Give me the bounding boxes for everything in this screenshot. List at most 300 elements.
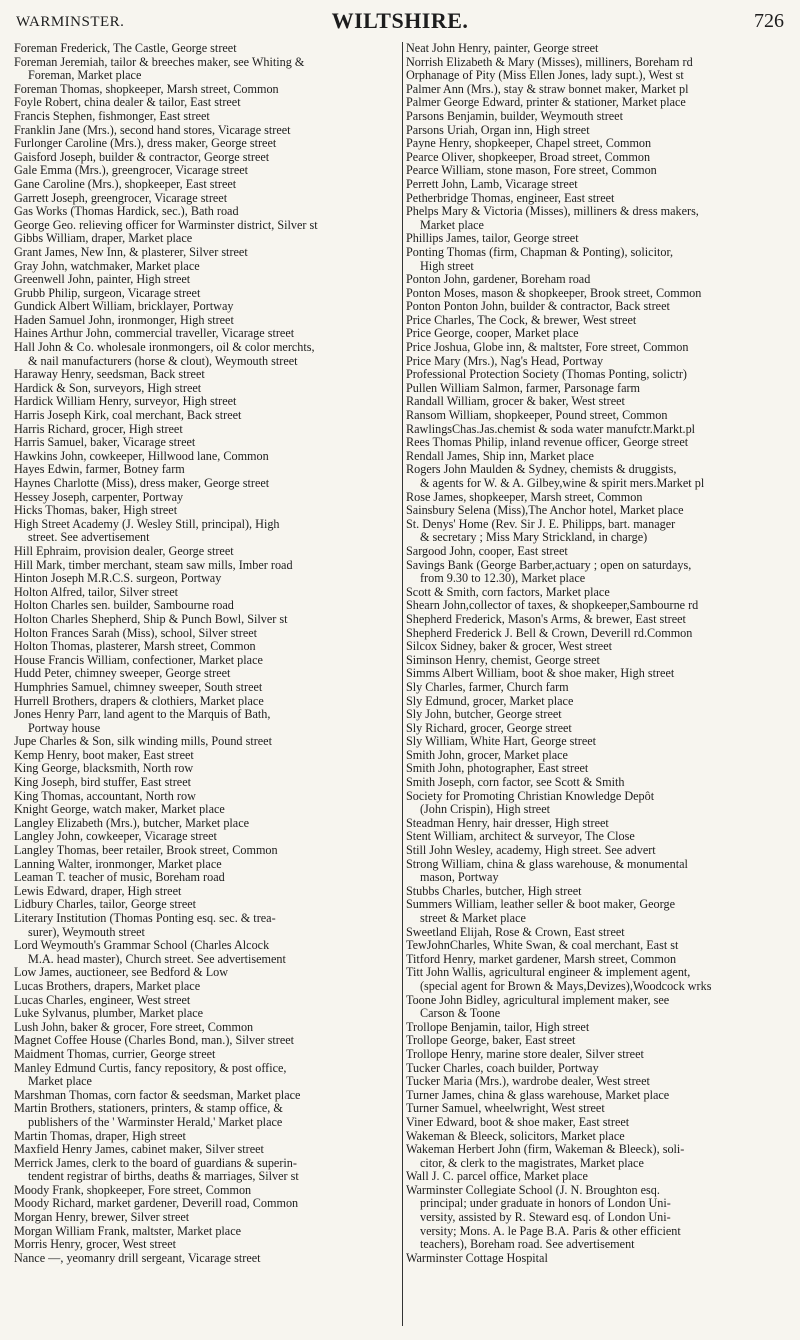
directory-entry — [406, 667, 786, 681]
entry-line: Maidment Thomas, currier, George street — [14, 1047, 216, 1061]
entry-line: Grant James, New Inn, & plasterer, Silver street — [14, 245, 248, 259]
directory-entry — [406, 844, 786, 858]
entry-line: Harris Samuel, baker, Vicarage street — [14, 436, 196, 450]
directory-entry — [406, 436, 786, 450]
entry-line: George Geo. relieving officer for Warminster district, Silver st — [14, 218, 318, 232]
entry-line: Titt John Wallis, agricultural engineer & implement agent, — [406, 966, 691, 980]
entry-line: Foreman, Market place — [28, 69, 142, 83]
entry-line: Grubb Philip, surgeon, Vicarage street — [14, 286, 201, 300]
entry-line: Sly William, White Hart, George street — [406, 735, 597, 749]
entry-line: King George, blacksmith, North row — [14, 762, 194, 776]
directory-entry — [14, 681, 402, 695]
directory-entry — [406, 341, 786, 355]
directory-entry — [406, 858, 786, 885]
entry-line: Gray John, watchmaker, Market place — [14, 259, 200, 273]
directory-entry — [406, 178, 786, 192]
entry-line: Viner Edward, boot & shoe maker, East street — [406, 1115, 630, 1129]
entry-line: Kemp Henry, boot maker, East street — [14, 748, 194, 762]
entry-line: Randall William, grocer & baker, West street — [406, 395, 625, 409]
entry-line: Gundick Albert William, bricklayer, Portway — [14, 300, 234, 314]
directory-entry — [406, 409, 786, 423]
directory-entry — [14, 137, 402, 151]
entry-line: Lidbury Charles, tailor, George street — [14, 898, 197, 912]
entry-line: Neat John Henry, painter, George street — [406, 42, 599, 55]
entry-line: Palmer Ann (Mrs.), stay & straw bonnet maker, Market pl — [406, 82, 689, 96]
directory-entry — [406, 654, 786, 668]
directory-entry — [14, 1021, 402, 1035]
directory-entry — [14, 559, 402, 573]
entry-line: Savings Bank (George Barber,actuary ; open on saturdays, — [406, 558, 692, 572]
directory-entry — [14, 1225, 402, 1239]
directory-entry — [14, 871, 402, 885]
directory-entry — [406, 599, 786, 613]
directory-entry — [406, 273, 786, 287]
entry-line: Hall John & Co. wholesale ironmongers, oil & color merchts, — [14, 341, 315, 355]
directory-entry — [14, 803, 402, 817]
entry-line: Warminster Collegiate School (J. N. Broughton esq. — [406, 1183, 660, 1197]
directory-entry — [14, 110, 402, 124]
entry-line: Foreman Frederick, The Castle, George street — [14, 42, 237, 55]
entry-line: publishers of the ' Warminster Herald,' Market place — [28, 1115, 283, 1129]
entry-line: Harris Richard, grocer, High street — [14, 422, 183, 436]
entry-line: Furlonger Caroline (Mrs.), dress maker, George street — [14, 137, 277, 151]
entry-line: Wakeman & Bleeck, solicitors, Market place — [406, 1129, 625, 1143]
entry-line: Palmer George Edward, printer & stationer, Market place — [406, 96, 686, 110]
entry-line: street & Market place — [420, 912, 526, 925]
directory-entry — [406, 762, 786, 776]
entry-line: Carson & Toone — [420, 1007, 501, 1021]
directory-entry — [406, 613, 786, 627]
directory-entry — [406, 1170, 786, 1184]
entry-line: Shearn John,collector of taxes, & shopkeeper,Sambourne rd — [406, 599, 699, 613]
entry-line: Trollope Benjamin, tailor, High street — [406, 1020, 590, 1034]
entry-line: Parsons Uriah, Organ inn, High street — [406, 123, 590, 137]
directory-entry — [14, 1252, 402, 1266]
directory-entry — [14, 980, 402, 994]
directory-entry — [406, 137, 786, 151]
entry-line: Hessey Joseph, carpenter, Portway — [14, 490, 184, 504]
entry-line: Humphries Samuel, chimney sweeper, South street — [14, 680, 263, 694]
directory-entry — [14, 287, 402, 301]
directory-entry — [14, 966, 402, 980]
entry-line: Professional Protection Society (Thomas Ponting, solictr) — [406, 368, 687, 382]
entry-line: Hayes Edwin, farmer, Botney farm — [14, 463, 185, 477]
entry-line: Moody Richard, market gardener, Deverill road, Common — [14, 1197, 299, 1211]
directory-entry — [406, 926, 786, 940]
entry-line: Hicks Thomas, baker, High street — [14, 504, 178, 518]
entry-line: Parsons Benjamin, builder, Weymouth street — [406, 109, 623, 123]
entry-line: Jupe Charles & Son, silk winding mills, Pound street — [14, 735, 272, 749]
directory-entry — [406, 232, 786, 246]
directory-entry — [14, 246, 402, 260]
directory-entry — [406, 885, 786, 899]
entry-line: Payne Henry, shopkeeper, Chapel street, Common — [406, 137, 652, 151]
entry-line: Literary Institution (Thomas Ponting esq. sec. & trea- — [14, 912, 276, 925]
directory-entry — [406, 314, 786, 328]
entry-line: Ponton John, gardener, Boreham road — [406, 273, 591, 287]
entry-line: High street — [420, 259, 474, 273]
entry-line: Still John Wesley, academy, High street. See advert — [406, 844, 656, 858]
entry-line: Trollope George, baker, East street — [406, 1034, 576, 1048]
directory-entry — [406, 749, 786, 763]
directory-entry — [14, 844, 402, 858]
entry-line: Hill Ephraim, provision dealer, George street — [14, 544, 234, 558]
directory-entry — [406, 994, 786, 1021]
directory-entry — [14, 409, 402, 423]
entry-line: tendent registrar of births, deaths & marriages, Silver st — [28, 1170, 299, 1184]
directory-columns — [14, 42, 786, 1332]
directory-entry — [14, 1062, 402, 1089]
directory-entry — [14, 450, 402, 464]
directory-entry — [406, 205, 786, 232]
directory-entry — [14, 314, 402, 328]
entry-line: Holton Charles sen. builder, Sambourne road — [14, 599, 234, 613]
entry-line: & agents for W. & A. Gilbey,wine & spirit mers.Market pl — [420, 477, 705, 490]
entry-line: Sly John, butcher, George street — [406, 708, 562, 722]
entry-line: Wakeman Herbert John (firm, Wakeman & Bleeck), soli- — [406, 1143, 685, 1157]
entry-line: Pearce Oliver, shopkeeper, Broad street, Common — [406, 150, 651, 164]
entry-line: surer), Weymouth street — [28, 925, 145, 939]
directory-entry — [406, 518, 786, 545]
entry-line: Siminson Henry, chemist, George street — [406, 653, 600, 667]
directory-entry — [14, 56, 402, 83]
directory-entry — [14, 260, 402, 274]
entry-line: Price Joshua, Globe inn, & maltster, Fore street, Common — [406, 341, 689, 355]
directory-entry — [406, 1034, 786, 1048]
entry-line: citor, & clerk to the magistrates, Market place — [420, 1156, 644, 1170]
directory-entry — [406, 327, 786, 341]
entry-line: Rees Thomas Philip, inland revenue officer, George street — [406, 436, 689, 450]
entry-line: Marshman Thomas, corn factor & seedsman, Market place — [14, 1088, 301, 1102]
entry-line: Pearce William, stone mason, Fore street, Common — [406, 164, 657, 178]
entry-line: Morgan William Frank, maltster, Market place — [14, 1224, 242, 1238]
entry-line: versity, assisted by R. Steward esq. of London Uni- — [420, 1211, 671, 1225]
directory-entry — [406, 491, 786, 505]
directory-entry — [14, 124, 402, 138]
entry-line: Lucas Charles, engineer, West street — [14, 993, 191, 1007]
directory-entry — [406, 627, 786, 641]
directory-entry — [14, 273, 402, 287]
directory-entry — [406, 708, 786, 722]
column-divider — [402, 42, 403, 1326]
entry-line: Haines Arthur John, commercial traveller, Vicarage street — [14, 327, 295, 341]
entry-line: Scott & Smith, corn factors, Market place — [406, 585, 610, 599]
directory-entry — [14, 1184, 402, 1198]
entry-line: teachers), Boreham road. See advertisement — [420, 1238, 635, 1252]
entry-line: Smith Joseph, corn factor, see Scott & Smith — [406, 776, 625, 790]
entry-line: Greenwell John, painter, High street — [14, 273, 191, 287]
entry-line: Shepherd Frederick, Mason's Arms, & brewer, East street — [406, 612, 686, 626]
entry-line: Gibbs William, draper, Market place — [14, 232, 193, 246]
directory-entry — [406, 898, 786, 925]
directory-entry — [406, 1021, 786, 1035]
entry-line: M.A. head master), Church street. See advertisement — [28, 952, 286, 966]
entry-line: Holton Thomas, plasterer, Marsh street, Common — [14, 640, 256, 654]
entry-line: Gas Works (Thomas Hardick, sec.), Bath road — [14, 205, 239, 219]
directory-entry — [406, 1075, 786, 1089]
directory-entry — [14, 667, 402, 681]
entry-line: King Joseph, bird stuffer, East street — [14, 776, 191, 790]
entry-line: (John Crispin), High street — [420, 803, 550, 817]
directory-entry — [14, 613, 402, 627]
directory-entry — [14, 817, 402, 831]
entry-line: Rendall James, Ship inn, Market place — [406, 449, 594, 463]
entry-line: Franklin Jane (Mrs.), second hand stores, Vicarage street — [14, 123, 291, 137]
directory-entry — [14, 382, 402, 396]
right-column — [406, 42, 786, 1326]
entry-line: Ponton Moses, mason & shopkeeper, Brook street, Common — [406, 286, 702, 300]
entry-line: versity; Mons. A. le Page B.A. Paris & other efficient — [420, 1224, 681, 1238]
directory-entry — [14, 1143, 402, 1157]
entry-line: Manley Edmund Curtis, fancy repository, & post office, — [14, 1061, 287, 1075]
entry-line: Lord Weymouth's Grammar School (Charles Alcock — [14, 939, 270, 953]
directory-entry — [406, 56, 786, 70]
entry-line: Jones Henry Parr, land agent to the Marquis of Bath, — [14, 708, 271, 722]
directory-entry — [14, 1007, 402, 1021]
entry-line: Tucker Maria (Mrs.), wardrobe dealer, West street — [406, 1075, 650, 1089]
directory-entry — [406, 966, 786, 993]
entry-line: Lewis Edward, draper, High street — [14, 884, 182, 898]
directory-entry — [14, 1197, 402, 1211]
directory-entry — [406, 559, 786, 586]
directory-entry — [14, 42, 402, 56]
directory-entry — [406, 1102, 786, 1116]
entry-line: Hill Mark, timber merchant, steam saw mills, Imber road — [14, 558, 293, 572]
entry-line: Stubbs Charles, butcher, High street — [406, 884, 582, 898]
entry-line: St. Denys' Home (Rev. Sir J. E. Philipps, bart. manager — [406, 517, 676, 531]
entry-line: Nance —, yeomanry drill sergeant, Vicarage street — [14, 1251, 261, 1265]
entry-line: Phillips James, tailor, George street — [406, 232, 579, 246]
directory-entry — [406, 423, 786, 437]
entry-line: Trollope Henry, marine store dealer, Silver street — [406, 1047, 644, 1061]
entry-line: Hardick & Son, surveyors, High street — [14, 381, 202, 395]
entry-line: Langley Elizabeth (Mrs.), butcher, Market place — [14, 816, 250, 830]
entry-line: Rose James, shopkeeper, Marsh street, Common — [406, 490, 643, 504]
directory-entry — [406, 1130, 786, 1144]
directory-entry — [14, 695, 402, 709]
entry-line: from 9.30 to 12.30), Market place — [420, 572, 586, 586]
directory-entry — [14, 1048, 402, 1062]
directory-entry — [14, 776, 402, 790]
directory-entry — [406, 368, 786, 382]
entry-line: House Francis William, confectioner, Market place — [14, 653, 263, 667]
entry-line: Warminster Cottage Hospital — [406, 1251, 548, 1265]
directory-entry — [406, 42, 786, 56]
entry-line: Orphanage of Pity (Miss Ellen Jones, lady supt.), West st — [406, 69, 684, 83]
entry-line: Langley Thomas, beer retailer, Brook street, Common — [14, 844, 278, 858]
directory-entry — [14, 735, 402, 749]
directory-entry — [14, 178, 402, 192]
directory-entry — [14, 749, 402, 763]
entry-line: Simms Albert William, boot & shoe maker, High street — [406, 667, 675, 681]
entry-line: Martin Thomas, draper, High street — [14, 1129, 186, 1143]
entry-line: Wall J. C. parcel office, Market place — [406, 1170, 588, 1184]
directory-entry — [14, 1130, 402, 1144]
entry-line: Market place — [28, 1075, 92, 1089]
entry-line: Gaisford Joseph, builder & contractor, George street — [14, 150, 270, 164]
entry-line: Summers William, leather seller & boot maker, George — [406, 898, 675, 912]
entry-line: TewJohnCharles, White Swan, & coal merchant, East st — [406, 939, 679, 953]
directory-entry — [406, 287, 786, 301]
directory-entry — [406, 355, 786, 369]
entry-line: Smith John, photographer, East street — [406, 762, 589, 776]
directory-entry — [406, 124, 786, 138]
directory-entry — [406, 395, 786, 409]
directory-entry — [406, 586, 786, 600]
entry-line: Low James, auctioneer, see Bedford & Low — [14, 966, 229, 980]
directory-entry — [14, 1089, 402, 1103]
directory-entry — [406, 1143, 786, 1170]
directory-entry — [406, 151, 786, 165]
entry-line: Ponting Thomas (firm, Chapman & Ponting), solicitor, — [406, 245, 674, 259]
directory-entry — [14, 627, 402, 641]
directory-entry — [406, 695, 786, 709]
entry-line: Martin Brothers, stationers, printers, & stamp office, & — [14, 1102, 283, 1116]
directory-entry — [14, 436, 402, 450]
entry-line: mason, Portway — [420, 871, 499, 885]
directory-entry — [14, 327, 402, 341]
directory-entry — [406, 1048, 786, 1062]
directory-entry — [14, 1157, 402, 1184]
directory-entry — [14, 885, 402, 899]
entry-line: Sly Charles, farmer, Church farm — [406, 680, 569, 694]
directory-entry — [14, 518, 402, 545]
running-head-town: WARMINSTER. — [16, 14, 125, 30]
directory-entry — [14, 939, 402, 966]
entry-line: & secretary ; Miss Mary Strickland, in charge) — [420, 531, 648, 545]
directory-entry — [406, 545, 786, 559]
entry-line: Harris Joseph Kirk, coal merchant, Back street — [14, 409, 242, 423]
directory-entry — [14, 1211, 402, 1225]
entry-line: & nail manufacturers (horse & clout), Weymouth street — [28, 354, 298, 368]
directory-entry — [14, 205, 402, 219]
entry-line: Sly Edmund, grocer, Market place — [406, 694, 574, 708]
directory-entry — [14, 504, 402, 518]
directory-entry — [14, 491, 402, 505]
entry-line: Turner James, china & glass warehouse, Market place — [406, 1088, 670, 1102]
directory-entry — [14, 96, 402, 110]
entry-line: Francis Stephen, fishmonger, East street — [14, 109, 210, 123]
directory-entry — [14, 599, 402, 613]
entry-line: Hinton Joseph M.R.C.S. surgeon, Portway — [14, 572, 222, 586]
directory-entry — [14, 395, 402, 409]
entry-line: King Thomas, accountant, North row — [14, 789, 196, 803]
directory-entry — [406, 817, 786, 831]
directory-entry — [406, 1184, 786, 1252]
running-head-county: WILTSHIRE. — [331, 8, 469, 33]
entry-line: Foyle Robert, china dealer & tailor, East street — [14, 96, 241, 110]
directory-entry — [406, 300, 786, 314]
directory-entry — [14, 762, 402, 776]
directory-entry — [14, 477, 402, 491]
directory-entry — [14, 858, 402, 872]
entry-line: Shepherd Frederick J. Bell & Crown, Deverill rd.Common — [406, 626, 693, 640]
entry-line: street. See advertisement — [28, 531, 150, 545]
directory-entry — [406, 722, 786, 736]
entry-line: Luke Sylvanus, plumber, Market place — [14, 1007, 204, 1021]
entry-line: Turner Samuel, wheelwright, West street — [406, 1102, 605, 1116]
entry-line: (special agent for Brown & Mays,Devizes),Woodcock wrks — [420, 979, 712, 993]
directory-entry — [406, 246, 786, 273]
directory-entry — [14, 1238, 402, 1252]
directory-entry — [14, 1102, 402, 1129]
directory-entry — [14, 151, 402, 165]
entry-line: Lucas Brothers, drapers, Market place — [14, 979, 201, 993]
entry-line: Holton Alfred, tailor, Silver street — [14, 585, 179, 599]
entry-line: Smith John, grocer, Market place — [406, 748, 568, 762]
entry-line: Holton Frances Sarah (Miss), school, Silver street — [14, 626, 258, 640]
entry-line: Magnet Coffee House (Charles Bond, man.), Silver street — [14, 1034, 295, 1048]
directory-entry — [406, 1116, 786, 1130]
directory-entry — [14, 192, 402, 206]
directory-entry — [406, 69, 786, 83]
entry-line: Merrick James, clerk to the board of guardians & superin- — [14, 1156, 297, 1170]
entry-line: Gale Emma (Mrs.), greengrocer, Vicarage street — [14, 164, 249, 178]
directory-entry — [406, 96, 786, 110]
directory-entry — [14, 1034, 402, 1048]
directory-entry — [406, 192, 786, 206]
entry-line: Haden Samuel John, ironmonger, High street — [14, 313, 234, 327]
entry-line: Morris Henry, grocer, West street — [14, 1238, 176, 1252]
entry-line: Market place — [420, 218, 484, 232]
directory-entry — [406, 1062, 786, 1076]
directory-entry — [406, 939, 786, 953]
entry-line: Lanning Walter, ironmonger, Market place — [14, 857, 222, 871]
directory-entry — [14, 83, 402, 97]
entry-line: Society for Promoting Christian Knowledge Depôt — [406, 789, 655, 803]
entry-line: High Street Academy (J. Wesley Still, principal), High — [14, 517, 280, 531]
entry-line: Sweetland Elijah, Rose & Crown, East street — [406, 925, 625, 939]
entry-line: Ponton Ponton John, builder & contractor, Back street — [406, 300, 670, 314]
entry-line: Tucker Charles, coach builder, Portway — [406, 1061, 599, 1075]
directory-entry — [14, 708, 402, 735]
directory-entry — [406, 83, 786, 97]
entry-line: Silcox Sidney, baker & grocer, West street — [406, 640, 613, 654]
entry-line: Morgan Henry, brewer, Silver street — [14, 1211, 190, 1225]
entry-line: Garrett Joseph, greengrocer, Vicarage street — [14, 191, 228, 205]
entry-line: RawlingsChas.Jas.chemist & soda water manufctr.Markt.pl — [406, 422, 696, 436]
directory-entry — [14, 300, 402, 314]
entry-line: Foreman Jeremiah, tailor & breeches maker, see Whiting & — [14, 55, 305, 69]
entry-line: Haraway Henry, seedsman, Back street — [14, 368, 205, 382]
directory-entry — [14, 572, 402, 586]
directory-entry — [14, 830, 402, 844]
directory-entry — [406, 1089, 786, 1103]
directory-entry — [14, 368, 402, 382]
directory-entry — [14, 898, 402, 912]
entry-line: Steadman Henry, hair dresser, High street — [406, 816, 609, 830]
directory-entry — [14, 654, 402, 668]
directory-entry — [406, 504, 786, 518]
directory-entry — [14, 341, 402, 368]
directory-entry — [406, 450, 786, 464]
entry-line: Foreman Thomas, shopkeeper, Marsh street, Common — [14, 82, 279, 96]
entry-line: Hardick William Henry, surveyor, High street — [14, 395, 237, 409]
entry-line: Knight George, watch maker, Market place — [14, 803, 225, 817]
directory-entry — [406, 110, 786, 124]
entry-line: Lush John, baker & grocer, Fore street, Common — [14, 1020, 254, 1034]
entry-line: Pullen William Salmon, farmer, Parsonage farm — [406, 381, 641, 395]
directory-entry — [406, 953, 786, 967]
directory-entry — [406, 164, 786, 178]
entry-line: Langley John, cowkeeper, Vicarage street — [14, 830, 217, 844]
directory-entry — [14, 912, 402, 939]
page-number: 726 — [754, 10, 784, 32]
entry-line: Phelps Mary & Victoria (Misses), milliners & dress makers, — [406, 205, 699, 219]
directory-entry — [406, 382, 786, 396]
entry-line: Titford Henry, market gardener, Marsh street, Common — [406, 952, 677, 966]
entry-line: Holton Charles Shepherd, Ship & Punch Bowl, Silver st — [14, 612, 288, 626]
